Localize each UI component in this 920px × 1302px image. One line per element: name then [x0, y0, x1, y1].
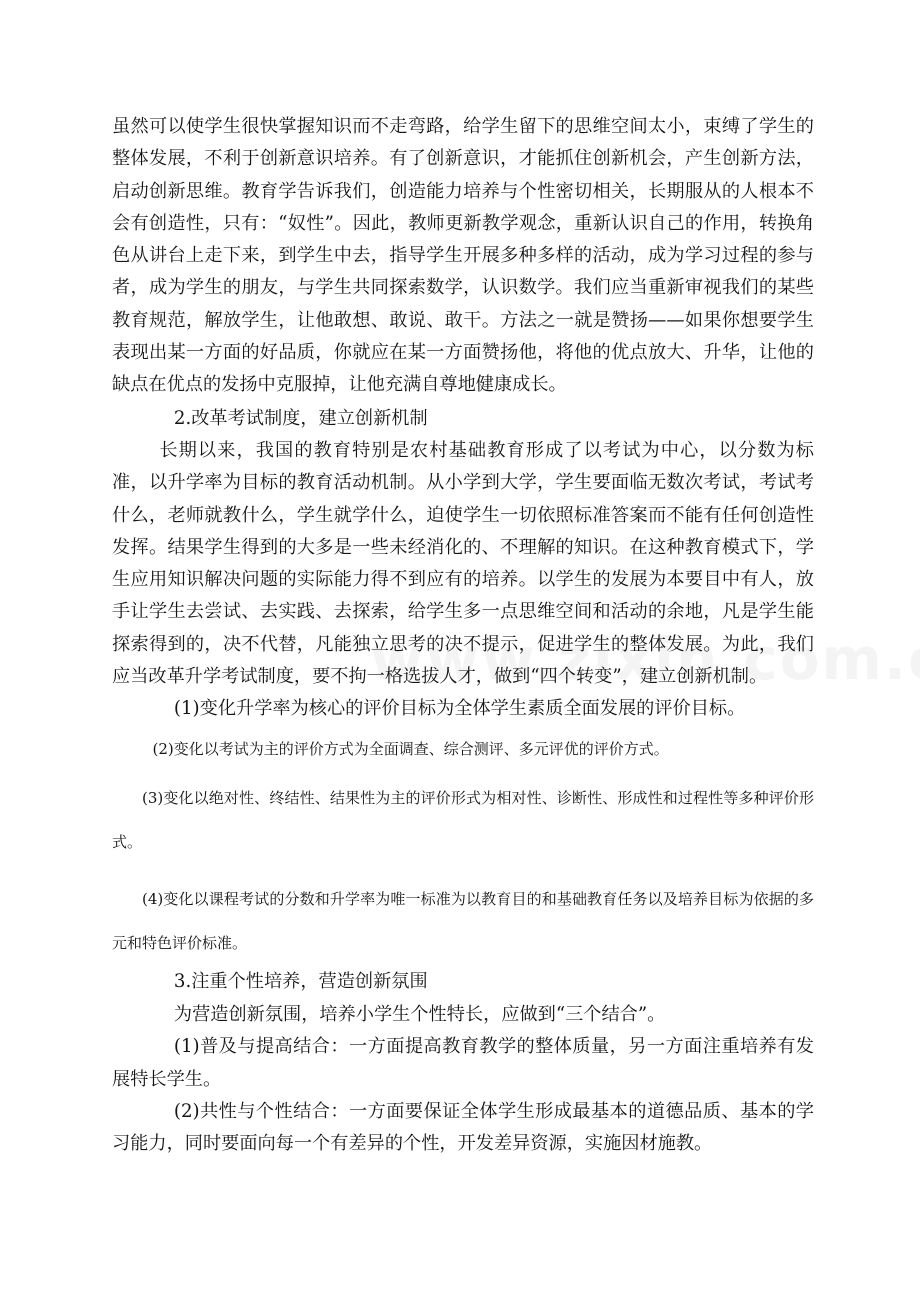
section-heading-3: 3.注重个性培养，营造创新氛围: [173, 970, 428, 992]
paragraph-continuation: 虽然可以使学生很快掌握知识而不走弯路，给学生留下的思维空间太小，束缚了学生的整体发展，不利于创新意识培养。有了创新意识，才能抓住创新机会，产生创新方法，启动创新思维。教育学告诉我们，创造能力培养与个性密切相关，长期服从的人根本不会有创造性，只有：“奴性”。因此，教师更新教学观念，重新认识自己的作用，转换角色从讲台上走下来，到学生中去，指导学生开展多种多样的活动，成为学习过程的参与者，成为学生的朋友，与学生共同探索数学，认识数学。我们应当重新审视我们的某些教育规范，解放学生，让他敢想、敢说、敢干。方法之一就是赞扬——如果你想要学生表现出某一方面的好品质，你就应在某一方面赞扬他，将他的优点放大、升华，让他的缺点在优点的发扬中克服掉，让他充满自尊地健康成长。: [112, 116, 814, 396]
list-item-2: (2)变化以考试为主的评价方式为全面调查、综合测评、多元评优的评价方式。: [152, 739, 669, 758]
document-body: [112, 111, 814, 1160]
list-item-commonality: (2)共性与个性结合：一方面要保证全体学生形成最基本的道德品质、基本的学习能力，同时要面向每一个有差异的个性，开发差异资源，实施因材施教。: [112, 1100, 814, 1155]
list-item-4: (4)变化以课程考试的分数和升学率为唯一标准为以教育目的和基础教育任务以及培养目标为依据的多元和特色评价标准。: [112, 889, 814, 952]
paragraph-three-combinations: 为营造创新氛围，培养小学生个性特长，应做到“三个结合”。: [173, 1003, 666, 1025]
section-heading-2: 2.改革考试制度，建立创新机制: [173, 407, 428, 429]
list-item-3: (3)变化以绝对性、终结性、结果性为主的评价形式为相对性、诊断性、形成性和过程性等多种评价形式。: [112, 788, 814, 851]
list-item-popularize: (1)普及与提高结合：一方面提高教育教学的整体质量，另一方面注重培养有发展特长学生。: [112, 1036, 814, 1090]
list-item-1: (1)变化升学率为核心的评价目标为全体学生素质全面发展的评价目标。: [173, 698, 746, 720]
paragraph-exam-reform: 长期以来，我国的教育特别是农村基础教育形成了以考试为中心，以分数为标准，以升学率为目标的教育活动机制。从小学到大学，学生要面临无数次考试，考试考什么，老师就教什么，学生就学什么，迫使学生一切依照标准答案而不能有任何创造性发挥。结果学生得到的大多是一些未经消化的、不理解的知识。在这种教育模式下，学生应用知识解决问题的实际能力得不到应有的培养。以学生的发展为本要目中有人，放手让学生去尝试、去实践、去探索，给学生多一点思维空间和活动的余地，凡是学生能探索得到的，决不代替，凡能独立思考的决不提示，促进学生的整体发展。为此，我们应当改革升学考试制度，要不拘一格选拔人才，做到“四个转变”，建立创新机制。: [112, 439, 814, 688]
